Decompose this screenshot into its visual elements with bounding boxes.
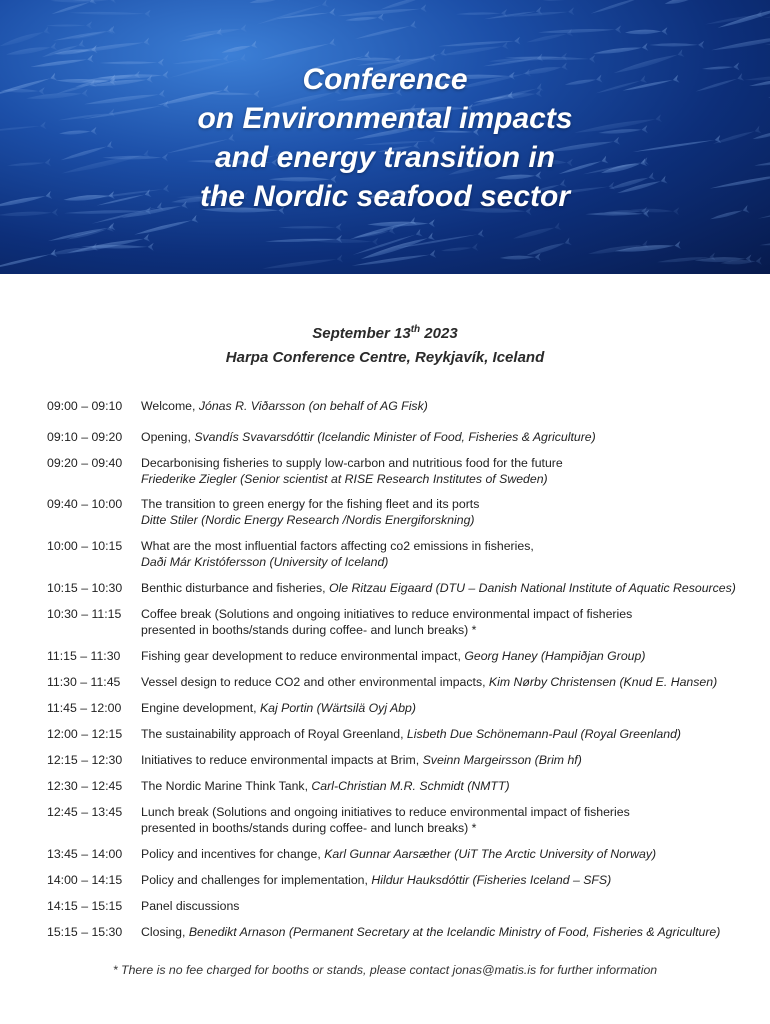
- session-title: What are the most influential factors affecting co2 emissions in fisheries,: [141, 539, 534, 553]
- fish-shape: [0, 249, 57, 273]
- program-description: [141, 752, 746, 768]
- session-title: Welcome,: [141, 399, 199, 413]
- session-title: Engine development,: [141, 701, 260, 715]
- program-line: [141, 804, 746, 820]
- session-speaker: Kaj Portin (Wärtsilä Oyj Abp): [259, 701, 416, 715]
- program-line: [141, 898, 746, 914]
- program-time: 09:00 – 09:10: [47, 399, 123, 413]
- program-time: 10:15 – 10:30: [47, 581, 123, 595]
- fish-shape: [349, 217, 417, 243]
- conference-title: [0, 60, 770, 216]
- title-line: on Environmental impacts: [197, 102, 573, 135]
- program-time: 09:20 – 09:40: [47, 456, 123, 470]
- fish-shape: [542, 0, 627, 5]
- program-line: [141, 872, 746, 888]
- session-speaker: Hildur Hauksdóttir (Fisheries Iceland – SFS): [371, 873, 612, 887]
- program-line: [141, 846, 746, 862]
- program-description: [141, 924, 746, 940]
- fish-shape: [441, 243, 479, 255]
- session-speaker: Jónas R. Viðarsson (on behalf of AG Fisk): [198, 399, 428, 413]
- fish-shape: [354, 21, 417, 43]
- program-description: [141, 496, 746, 528]
- fish-shape: [69, 9, 150, 18]
- fish-shape: [367, 219, 435, 228]
- session-title: Policy and incentives for change,: [141, 847, 325, 861]
- program-line: [141, 455, 746, 471]
- fish-shape: [625, 27, 668, 36]
- program-line: [141, 700, 746, 716]
- program-description: [141, 455, 746, 487]
- fish-shape: [47, 223, 116, 245]
- program-line: [141, 674, 746, 690]
- fish-shape: [589, 0, 647, 17]
- program-time: 13:45 – 14:00: [47, 847, 123, 861]
- date-day: September 13: [312, 325, 411, 342]
- session-title: The Nordic Marine Think Tank,: [141, 779, 312, 793]
- fish-shape: [538, 25, 621, 36]
- program-time: 12:00 – 12:15: [47, 727, 123, 741]
- fish-shape: [278, 223, 342, 231]
- fish-shape: [649, 41, 704, 49]
- session-title: Policy and challenges for implementation,: [141, 873, 372, 887]
- fish-shape: [500, 253, 541, 262]
- program-description: [141, 726, 746, 742]
- fish-shape: [0, 26, 50, 50]
- date-ordinal: th: [410, 324, 421, 335]
- fish-shape: [262, 255, 343, 273]
- program-time: 12:45 – 13:45: [47, 805, 123, 819]
- fish-shape: [711, 31, 770, 54]
- fish-shape: [221, 41, 258, 57]
- session-speaker: Svandís Svavarsdóttir (Icelandic Minister of Food, Fisheries & Agriculture): [194, 430, 596, 444]
- program-line-2: Friederike Ziegler (Senior scientist at RISE Research Institutes of Sweden): [141, 472, 548, 486]
- fish-shape: [70, 27, 113, 43]
- program-description: [141, 778, 746, 794]
- program-description: [141, 398, 746, 414]
- session-title: Benthic disturbance and fisheries,: [141, 581, 329, 595]
- fish-shape: [664, 0, 702, 8]
- program-time: 14:00 – 14:15: [47, 873, 123, 887]
- title-line: the Nordic seafood sector: [199, 180, 571, 213]
- program-line-2: Daði Már Kristófersson (University of Iceland): [141, 555, 389, 569]
- session-speaker: Georg Haney (Hampiðjan Group): [464, 649, 646, 663]
- session-speaker: Lisbeth Due Schönemann-Paul (Royal Greenland): [406, 727, 682, 741]
- event-info: [0, 318, 770, 370]
- fish-shape: [46, 21, 92, 29]
- program-description: [141, 606, 746, 638]
- session-speaker: Kim Nørby Christensen (Knud E. Hansen): [488, 675, 718, 689]
- fish-shape: [249, 0, 289, 7]
- program-time: 09:10 – 09:20: [47, 430, 123, 444]
- session-title: Initiatives to reduce environmental impacts at Brim,: [141, 753, 423, 767]
- session-title: Lunch break (Solutions and ongoing initiatives to reduce environmental impact of fisheries: [141, 805, 630, 819]
- program-line: [141, 398, 746, 414]
- fish-shape: [65, 224, 114, 244]
- fish-shape: [52, 26, 115, 45]
- program-description: [141, 429, 746, 445]
- session-title: Decarbonising fisheries to supply low-carbon and nutritious food for the future: [141, 456, 563, 470]
- program-description: [141, 674, 746, 690]
- program-description: [141, 538, 746, 570]
- fish-shape: [593, 43, 649, 57]
- program-line: [141, 606, 746, 622]
- title-line: Conference: [302, 63, 468, 96]
- session-speaker: Sveinn Margeirsson (Brim hf): [422, 753, 582, 767]
- date-year: 2023: [420, 325, 458, 342]
- program-line: [141, 429, 746, 445]
- program-line: [141, 648, 746, 664]
- footnote: * There is no fee charged for booths or stands, please contact jonas@matis.is for further information: [112, 963, 658, 977]
- program-time: 10:30 – 11:15: [47, 607, 122, 621]
- program-line: [141, 496, 746, 512]
- session-title: Coffee break (Solutions and ongoing initiatives to reduce environmental impact of fisheries: [141, 607, 633, 621]
- fish-shape: [351, 250, 436, 270]
- fish-shape: [50, 0, 97, 18]
- session-speaker: Benedikt Arnason (Permanent Secretary at the Icelandic Ministry of Food, Fisheries & Agriculture): [188, 925, 721, 939]
- program-line-2: Ditte Stiler (Nordic Energy Research /Nordis Energiforskning): [141, 513, 475, 527]
- session-title: Panel discussions: [141, 899, 240, 913]
- session-title: Vessel design to reduce CO2 and other environmental impacts,: [141, 675, 489, 689]
- session-speaker: Carl-Christian M.R. Schmidt (NMTT): [311, 779, 510, 793]
- session-title: The sustainability approach of Royal Greenland,: [141, 727, 407, 741]
- fish-shape: [525, 238, 571, 260]
- program-time: 11:45 – 12:00: [47, 701, 122, 715]
- fish-shape: [133, 215, 198, 238]
- event-date: [0, 318, 770, 346]
- fish-shape: [71, 38, 150, 57]
- program-line-2: presented in booths/stands during coffee- and lunch breaks) *: [141, 821, 477, 835]
- fish-shape: [759, 237, 770, 249]
- program-line-2: presented in booths/stands during coffee- and lunch breaks) *: [141, 623, 477, 637]
- program-description: [141, 872, 746, 888]
- fish-shape: [704, 10, 763, 28]
- program-line: [141, 538, 746, 554]
- program-time: 10:00 – 10:15: [47, 539, 123, 553]
- program-line: [141, 752, 746, 768]
- program-time: 12:30 – 12:45: [47, 779, 123, 793]
- program-line: [141, 778, 746, 794]
- fish-shape: [512, 222, 561, 242]
- program-time: 12:15 – 12:30: [47, 753, 123, 767]
- program-time: 11:30 – 11:45: [47, 675, 121, 689]
- program-time: 14:15 – 15:15: [47, 899, 123, 913]
- title-line: and energy transition in: [214, 141, 556, 174]
- program-description: [141, 580, 746, 596]
- session-speaker: Karl Gunnar Aarsæther (UiT The Arctic University of Norway): [324, 847, 657, 861]
- program-line: [141, 924, 746, 940]
- program-line: [141, 580, 746, 596]
- fish-shape: [395, 229, 484, 252]
- session-title: Fishing gear development to reduce environmental impact,: [141, 649, 465, 663]
- session-title: Opening,: [141, 430, 195, 444]
- event-venue: Harpa Conference Centre, Reykjavík, Iceland: [225, 349, 545, 366]
- program-description: [141, 648, 746, 664]
- session-title: The transition to green energy for the fishing fleet and its ports: [141, 497, 480, 511]
- session-title: Closing,: [141, 925, 189, 939]
- fish-shape: [6, 42, 58, 58]
- program-description: [141, 804, 746, 836]
- program-time: 11:15 – 11:30: [47, 649, 121, 663]
- program-time: 09:40 – 10:00: [47, 497, 123, 511]
- hero-banner: [0, 0, 770, 274]
- program-description: [141, 846, 746, 862]
- program-description: [141, 898, 746, 914]
- session-speaker: Ole Ritzau Eigaard (DTU – Danish National Institute of Aquatic Resources): [328, 581, 736, 595]
- program-description: [141, 700, 746, 716]
- program-line: [141, 726, 746, 742]
- program-time: 15:15 – 15:30: [47, 925, 123, 939]
